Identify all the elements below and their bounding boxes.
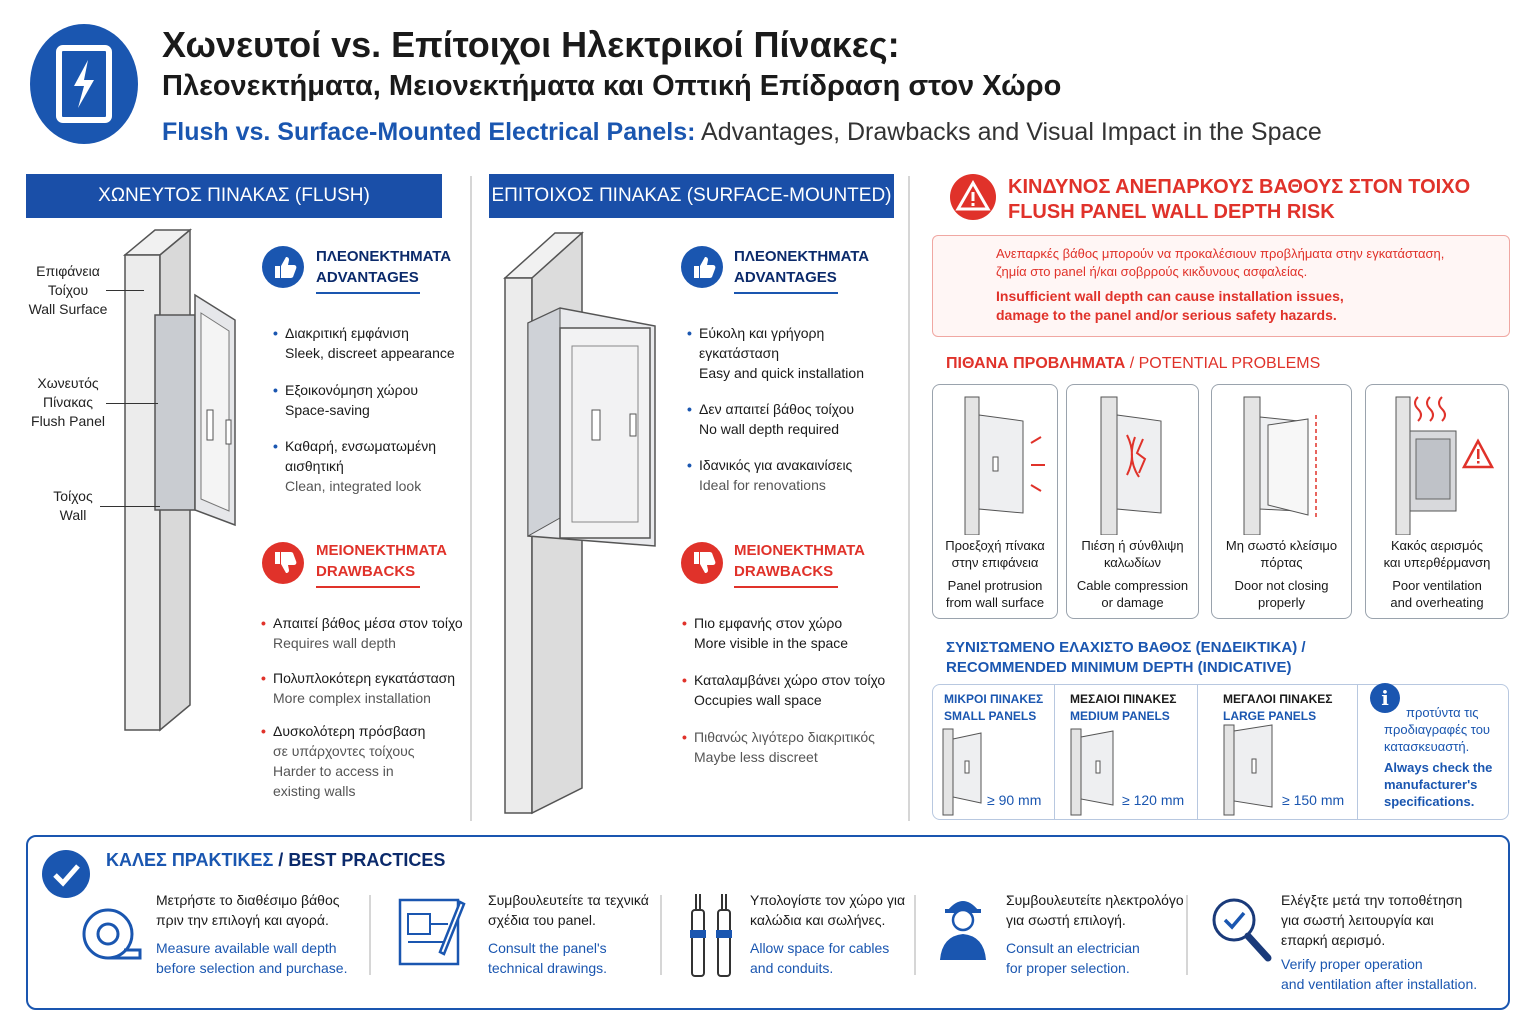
page-title: Χωνευτοί vs. Επίτοιχοι Ηλεκτρικοί Πίνακες:: [162, 24, 900, 65]
risk-warning-gr: Ανεπαρκές βάθος μπορούν να προκαλέσιουν προβλήματα στην εγκατάσταση, ζημία στο panel ή/και σοβρρούς κικδυνους ασφαλείας.: [996, 246, 1445, 279]
list-item: • Πολυπλοκότερη εγκατάσταση More complex installation: [261, 670, 456, 706]
title-en-rest: Advantages, Drawbacks and Visual Impact in the Space: [695, 118, 1322, 146]
divider: [908, 176, 910, 821]
panel-protrusion-icon: [933, 385, 1055, 535]
list-item: • Εξοικονόμηση χώρου Space-saving: [273, 382, 419, 418]
risk-title: ΚΙΝΔΥΝΟΣ ΑΝΕΠΑΡΚΟΥΣ ΒΑΘΟΥΣ ΣΤΟΝ ΤΟΙΧΟ FLUSH PANEL WALL DEPTH RISK: [1008, 176, 1471, 223]
best-practice-item: Συμβουλευτείτε τα τεχνικά σχέδια του panel. Consult the panel's technical drawings.: [488, 892, 649, 976]
list-item: • Καταλαμβάνει χώρο στον τοίχο Occupies wall space: [682, 672, 886, 708]
problem-label: Μη σωστό κλείσιμο πόρτας Door not closing properly: [1225, 538, 1338, 610]
cable-compression-icon: [1067, 385, 1196, 535]
list-item: • Δεν απαιτεί βάθος τοίχου No wall depth required: [687, 401, 855, 437]
door-not-closing-icon: [1212, 385, 1349, 535]
divider: [914, 895, 916, 975]
page-title-en: [162, 118, 1322, 147]
warning-icon: [950, 174, 996, 220]
surface-advantages-title: ΠΛΕΟΝΕΚΤΗΜΑΤΑ ADVANTAGES: [734, 246, 869, 294]
divider: [660, 895, 662, 975]
list-item: • Ιδανικός για ανακαινίσεις Ideal for renovations: [687, 457, 853, 493]
list-item: • Απαιτεί βάθος μέσα στον τοίχο Requires wall depth: [261, 615, 463, 651]
flush-advantages-title: ΠΛΕΟΝΕΚΤΗΜΑΤΑ ADVANTAGES: [316, 246, 451, 294]
magnifier-check-icon: [1208, 892, 1274, 966]
best-practices-title: ΚΑΛΕΣ ΠΡΑΚΤΙΚΕΣ / BEST PRACTICES: [106, 850, 446, 870]
medium-panel-icon: [1069, 727, 1117, 817]
depth-value: ≥ 90 mm: [987, 792, 1042, 808]
depth-cell: ΜΙΚΡΟΙ ΠΙΝΑΚΕΣ SMALL PANELS ≥ 90 mm: [933, 685, 1055, 819]
pointer-line: [106, 290, 144, 291]
list-item: • Εύκολη και γρήγορη εγκατάσταση Easy and quick installation: [687, 325, 864, 381]
logo: [30, 24, 138, 144]
list-item: • Δυσκολότερη πρόσβαση σε υπάρχοντες τοίχους Harder to access in existing walls: [261, 723, 426, 799]
list-item: • Καθαρή, ενσωματωμένη αισθητική Clean, integrated look: [273, 438, 436, 494]
pointer-line: [106, 403, 158, 404]
problem-card: [1365, 384, 1509, 619]
tape-measure-icon: [78, 904, 142, 968]
flush-panel-label: Χωνευτός Πίνακας Flush Panel: [31, 375, 105, 429]
problem-card: [932, 384, 1058, 619]
divider: [470, 176, 472, 821]
large-panel-icon: [1222, 723, 1276, 817]
surface-header: ΕΠΙΤΟΙΧΟΣ ΠΙΝΑΚΑΣ (SURFACE-MOUNTED): [489, 174, 894, 218]
recommended-depth-title: ΣΥΝΙΣΤΩΜΕΝΟ ΕΛΑΧΙΣΤΟ ΒΑΘΟΣ (ΕΝΔΕΙΚΤΙΚΑ) / RECOMMENDED MINIMUM DEPTH (INDICATIVE): [946, 639, 1306, 676]
checkmark-icon: [42, 850, 90, 898]
surface-drawbacks-title: ΜΕΙΟΝΕΚΤΗΜΑΤΑ DRAWBACKS: [734, 540, 865, 588]
thumbs-down-icon: [262, 542, 304, 584]
wall-label: Τοίχος Wall: [53, 488, 93, 523]
list-item: • Πιθανώς λιγότερο διακριτικός Maybe less discreet: [682, 729, 875, 765]
flush-panel-illustration: [115, 225, 245, 735]
best-practice-item: Μετρήστε το διαθέσιμο βάθος πριν την επιλογή και αγορά. Measure available wall depth before selection and purchase.: [156, 892, 348, 976]
info-icon: i: [1370, 683, 1400, 713]
surface-panel-illustration: [500, 228, 665, 818]
pointer-line: [100, 506, 160, 507]
lightning-panel-icon: [30, 24, 138, 144]
title-en-bold: Flush vs. Surface-Mounted Electrical Panels:: [162, 118, 696, 146]
page-subtitle: Πλεονεκτήματα, Μειονεκτήματα και Οπτική Επίδραση στον Χώρο: [162, 70, 1062, 102]
manufacturer-note: προτύντα τις προδιαγραφές του κατασκευαστή. Always check the manufacturer's specifications.: [1384, 705, 1493, 809]
depth-value: ≥ 120 mm: [1122, 792, 1185, 808]
depth-cell: ΜΕΓΑΛΟΙ ΠΙΝΑΚΕΣ LARGE PANELS ≥ 150 mm: [1198, 685, 1358, 819]
thumbs-down-icon: [681, 542, 723, 584]
wall-surface-label: Επιφάνεια Τοίχου Wall Surface: [28, 263, 108, 317]
conduit-icon: [686, 890, 738, 978]
depth-value: ≥ 150 mm: [1282, 792, 1345, 808]
depth-cell: ΜΕΣΑΙΟΙ ΠΙΝΑΚΕΣ MEDIUM PANELS ≥ 120 mm: [1055, 685, 1198, 819]
problem-card: [1211, 384, 1352, 619]
flush-header: ΧΩΝΕΥΤΟΣ ΠΙΝΑΚΑΣ (FLUSH): [26, 174, 442, 218]
flush-drawbacks-title: ΜΕΙΟΝΕΚΤΗΜΑΤΑ DRAWBACKS: [316, 540, 447, 588]
thumbs-up-icon: [681, 246, 723, 288]
best-practice-item: Ελέγξτε μετά την τοποθέτηση για σωστή λειτουργία και επαρκή αερισμό. Verify proper operation and ventilation after installation.: [1281, 892, 1478, 992]
divider: [1186, 895, 1188, 975]
electrician-icon: [934, 890, 992, 962]
problems-title: ΠΙΘΑΝΑ ΠΡΟΒΛΗΜΑΤΑ / POTENTIAL PROBLEMS: [946, 355, 1321, 372]
divider: [369, 895, 371, 975]
thumbs-up-icon: [262, 246, 304, 288]
overheating-icon: [1366, 385, 1506, 535]
risk-warning-en: Insufficient wall depth can cause installation issues, damage to the panel and/or serious safety hazards.: [996, 288, 1344, 323]
list-item: • Πιο εμφανής στον χώρο More visible in the space: [682, 615, 849, 651]
problem-label: Κακός αερισμός και υπερθέρμανση Poor ventilation and overheating: [1383, 538, 1491, 610]
small-panel-icon: [941, 727, 985, 817]
best-practice-item: Υπολογίστε τον χώρο για καλώδια και σωλήνες. Allow space for cables and conduits.: [750, 892, 906, 976]
problem-card: [1066, 384, 1199, 619]
problem-label: Πιέση ή σύνθλιψη καλωδίων Cable compression or damage: [1076, 538, 1189, 610]
best-practice-item: Συμβουλευτείτε ηλεκτρολόγο για σωστή επιλογή. Consult an electrician for proper selection.: [1006, 892, 1184, 976]
problem-label: Προεξοχή πίνακα στην επιφάνεια Panel protrusion from wall surface: [945, 538, 1045, 610]
list-item: • Διακριτική εμφάνιση Sleek, discreet appearance: [273, 325, 455, 361]
blueprint-icon: [396, 894, 466, 968]
